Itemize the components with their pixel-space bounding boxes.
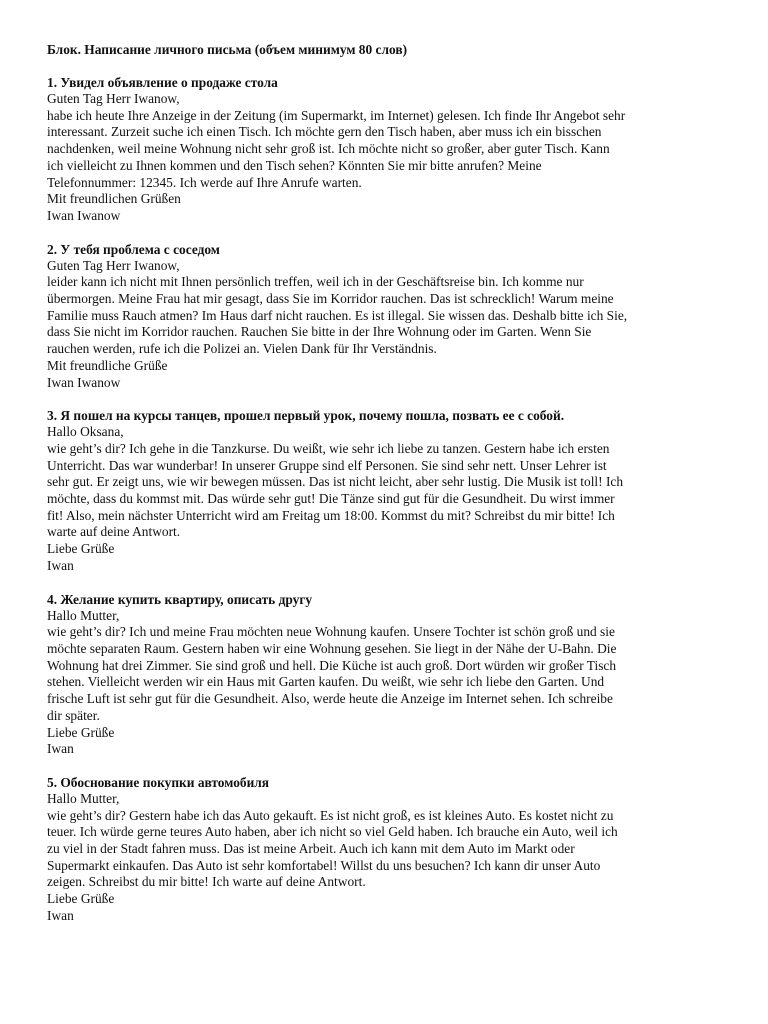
letter-line: dass Sie nicht im Korridor rauchen. Rauchen Sie bitte in der Ihre Wohnung oder im Garten. Wenn Sie — [47, 324, 592, 340]
letter-line: warte auf deine Antwort. — [47, 524, 181, 540]
letter-section — [47, 74, 728, 225]
letter-line: wie geht’s dir? Ich und meine Frau möchten neue Wohnung kaufen. Unsere Tochter ist schön groß und sie — [47, 624, 615, 640]
letter-line: übermorgen. Meine Frau hat mir gesagt, dass Sie im Korridor rauchen. Das ist schrecklich! Warum meine — [47, 291, 614, 307]
letter-line: sehr gut. Er zeigt uns, wie wir bewegen müssen. Das ist nicht leicht, aber sehr lustig. Die Musik ist toll! Ich — [47, 474, 624, 490]
letter-line: wie geht’s dir? Ich gehe in die Tanzkurse. Du weißt, wie sehr ich liebe zu tanzen. Gestern habe ich ersten — [47, 440, 610, 456]
letter-line: Iwan — [47, 907, 74, 923]
letter-line: Wohnung hat drei Zimmer. Sie sind groß und hell. Die Küche ist auch groß. Dort würden wir großer Tisch — [47, 657, 617, 673]
letter-line: möchte separaten Raum. Gestern haben wir eine Wohnung gesehen. Sie liegt in der Nähe der U-Bahn. Die — [47, 640, 617, 656]
letter-line: Iwan — [47, 557, 74, 573]
sections-container — [47, 74, 728, 925]
section-heading: 1. Увидел объявление о продаже стола — [47, 75, 278, 90]
letter-line: Guten Tag Herr Iwanow, — [47, 91, 180, 106]
section-heading: 4. Желание купить квартиру, описать другу — [47, 591, 313, 607]
letter-line: wie geht’s dir? Gestern habe ich das Auto gekauft. Es ist nicht groß, es ist kleines Auto. Es kostet nicht zu — [47, 807, 614, 823]
letter-line: Unterricht. Das war wunderbar! In unserer Gruppe sind elf Personen. Sie sind sehr nett. Unser Lehrer ist — [47, 457, 607, 473]
letter-line: dir später. — [47, 707, 100, 723]
letter-line: habe ich heute Ihre Anzeige in der Zeitung (im Supermarkt, im Internet) gelesen. Ich finde Ihr Angebot sehr — [47, 107, 626, 123]
letter-section — [47, 774, 728, 925]
letter-line: interessant. Zurzeit suche ich einen Tisch. Ich möchte gern den Tisch haben, aber muss ich ein bisschen — [47, 124, 602, 140]
letter-line: Hallo Oksana, — [47, 424, 124, 440]
letter-section — [47, 241, 728, 392]
letter-line: Iwan Iwanow — [47, 374, 121, 390]
letter-line: ich vielleicht zu Ihnen kommen und den Tisch sehen? Könnten Sie mir bitte anrufen? Meine — [47, 157, 542, 173]
letter-line: Mit freundliche Grüße — [47, 357, 168, 373]
letter-line: Iwan Iwanow — [47, 207, 121, 223]
letter-line: Liebe Grüße — [47, 541, 115, 557]
letter-line: nachdenken, weil meine Wohnung nicht sehr groß ist. Ich möchte nicht so großer, aber guter Tisch. Kann — [47, 141, 610, 157]
letter-line: zeigen. Schreibst du mir bitte! Ich warte auf deine Antwort. — [47, 874, 366, 890]
letter-line: teuer. Ich würde gerne teures Auto haben, aber ich nicht so viel Geld haben. Ich brauche ein Auto, weil ich — [47, 824, 618, 840]
letter-line: stehen. Vielleicht werden wir ein Haus mit Garten kaufen. Du weißt, wie sehr ich liebe den Garten. Und — [47, 674, 605, 690]
letter-line: Mit freundlichen Grüßen — [47, 191, 181, 207]
letter-line: Supermarkt einkaufen. Das Auto ist sehr komfortabel! Willst du uns besuchen? Ich kann dir unser Auto — [47, 857, 601, 873]
section-heading: 3. Я пошел на курсы танцев, прошел первый урок, почему пошла, позвать ее с собой. — [47, 408, 565, 424]
letter-line: zu viel in der Stadt fahren muss. Das ist meine Arbeit. Auch ich kann mit dem Auto im Markt oder — [47, 841, 575, 857]
letter-line: Liebe Grüße — [47, 891, 115, 907]
letter-line: Liebe Grüße — [47, 724, 115, 740]
section-heading: 2. У тебя проблема с соседом — [47, 241, 220, 257]
letter-line: leider kann ich nicht mit Ihnen persönlich treffen, weil ich in der Geschäftsreise bin. Ich komme nur — [47, 274, 584, 290]
letter-line: Telefonnummer: 12345. Ich werde auf Ihre Anrufe warten. — [47, 174, 362, 190]
letter-line: möchte, dass du kommst mit. Das würde sehr gut! Die Tänze sind gut für die Gesundheit. Du wirst immer — [47, 491, 615, 507]
letter-line: fit! Also, mein nächster Unterricht wird am Freitag um 18:00. Kommst du mit? Schreibst du mir bitte! Ich — [47, 507, 615, 523]
letter-line: Guten Tag Herr Iwanow, — [47, 257, 180, 273]
letter-line: Hallo Mutter, — [47, 790, 120, 806]
letter-line: rauchen werden, rufe ich die Polizei an. Vielen Dank für Ihr Verständnis. — [47, 341, 437, 357]
letter-section — [47, 591, 728, 758]
letter-line: frische Luft ist sehr gut für die Gesundheit. Also, werde heute die Anzeige im Internet sehen. Ich schreibe — [47, 691, 613, 707]
letter-section — [47, 407, 728, 574]
letter-line: Iwan — [47, 741, 74, 757]
letter-line: Hallo Mutter, — [47, 607, 120, 623]
document-title: Блок. Написание личного письма (объем минимум 80 слов) — [47, 42, 408, 57]
letter-line: Familie muss Rauch atmen? Im Haus darf nicht rauchen. Es ist illegal. Sie wissen das. Deshalb bitte ich Sie, — [47, 307, 628, 323]
section-heading: 5. Обоснование покупки автомобиля — [47, 774, 270, 790]
